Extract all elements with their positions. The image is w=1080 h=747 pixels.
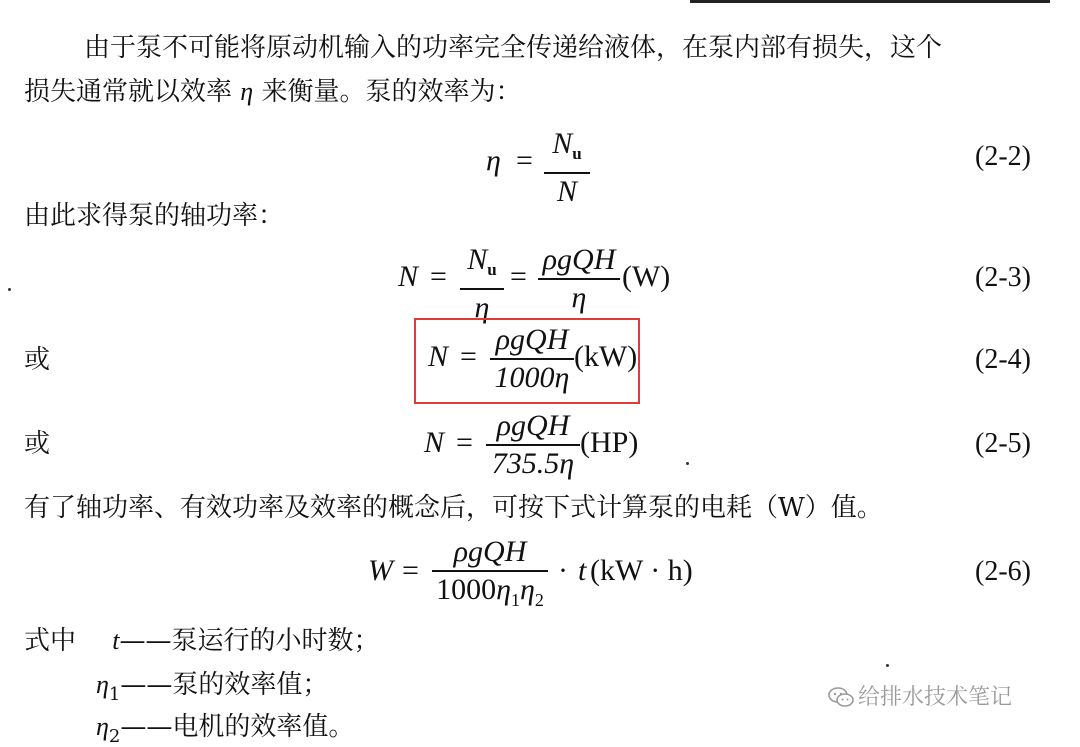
energy-text: 有了轴功率、有效功率及效率的概念后，可按下式计算泵的电耗（W）值。 — [24, 493, 883, 523]
eq26-fraction: ρgQH $1000\eta_1\eta_2$ — [432, 534, 548, 618]
eq24-fraction: ρgQH 1000η — [490, 322, 574, 396]
eq25-fraction: ρgQH 735.5η — [486, 408, 580, 482]
eq-number-2-6: (2-6) — [975, 556, 1031, 587]
legend-eta2-desc: ——电机的效率值。 — [120, 712, 355, 742]
intro-line-2 — [24, 72, 521, 112]
eq25-equals: = — [456, 426, 473, 459]
speck — [8, 288, 11, 291]
legend-eta2-symbol: η — [96, 712, 109, 741]
eq22-equals: = — [516, 144, 533, 177]
eq23-fraction-2: ρgQH η — [538, 242, 620, 316]
eq24-lhs: N — [428, 340, 449, 373]
eq24-unit: (kW) — [574, 340, 638, 373]
speck — [886, 664, 889, 667]
intro-line-1 — [84, 28, 942, 68]
equation-2-3 — [398, 242, 678, 322]
legend-eta2: $\eta_2——$电机的效率值。 — [96, 712, 355, 747]
eq26-t: t — [578, 554, 587, 587]
eq-number-2-2: (2-2) — [975, 141, 1031, 172]
eq22-numerator: $N_u$ — [544, 126, 590, 174]
intro-text-2a: 损失通常就以效率 — [24, 77, 233, 107]
legend-eta1-symbol: η — [96, 670, 109, 699]
eq23-equals-2: = — [510, 260, 527, 293]
legend-t — [24, 620, 380, 657]
or-label-1: 或 — [24, 345, 51, 375]
eq25-unit: (HP) — [580, 426, 639, 459]
equation-2-4 — [428, 322, 638, 402]
watermark — [828, 680, 1012, 711]
eq22-denominator: N — [556, 175, 577, 208]
eq-number-2-5: (2-5) — [975, 428, 1031, 459]
equation-2-5 — [424, 408, 654, 488]
shaft-power-text: 由此求得泵的轴功率： — [24, 201, 285, 231]
legend-eta1: $\eta_1——$泵的效率值； — [96, 670, 329, 705]
eq22-fraction — [544, 126, 590, 210]
wechat-icon — [828, 686, 854, 708]
watermark-text: 给排水技术笔记 — [858, 685, 1013, 710]
speck — [686, 462, 689, 465]
or-label-2: 或 — [24, 429, 51, 459]
equation-2-6 — [368, 534, 708, 618]
eq-number-2-3: (2-3) — [975, 262, 1031, 293]
legend-where: 式中 — [24, 626, 77, 656]
eq-number-2-4: (2-4) — [975, 344, 1031, 375]
eta-symbol: η — [240, 77, 254, 106]
eq23-fraction-1: $\frac{N_u}{\eta}$ — [460, 242, 504, 326]
intro-text-2b: 来衡量。泵的效率为： — [261, 77, 522, 107]
eq22-lhs: η — [486, 144, 501, 177]
eq23-unit: (W) — [622, 260, 671, 293]
legend-t-desc: ——泵运行的小时数； — [119, 626, 380, 656]
top-rule — [690, 0, 1050, 3]
legend-eta1-desc: ——泵的效率值； — [120, 670, 329, 700]
legend-t-symbol: t — [112, 626, 120, 655]
eq26-equals: = — [402, 554, 419, 587]
equation-2-2 — [486, 126, 596, 206]
eq24-equals: = — [460, 340, 477, 373]
eq26-unit: (kW · h) — [590, 554, 693, 587]
eq26-lhs: W — [368, 554, 393, 587]
eq23-equals-1: = — [430, 260, 447, 293]
eq23-lhs: N — [398, 260, 419, 293]
intro-text-1: 由于泵不可能将原动机输入的功率完全传递给液体，在泵内部有损失，这个 — [84, 33, 943, 63]
eq26-dot: · — [558, 554, 568, 587]
eq25-lhs: N — [424, 426, 445, 459]
